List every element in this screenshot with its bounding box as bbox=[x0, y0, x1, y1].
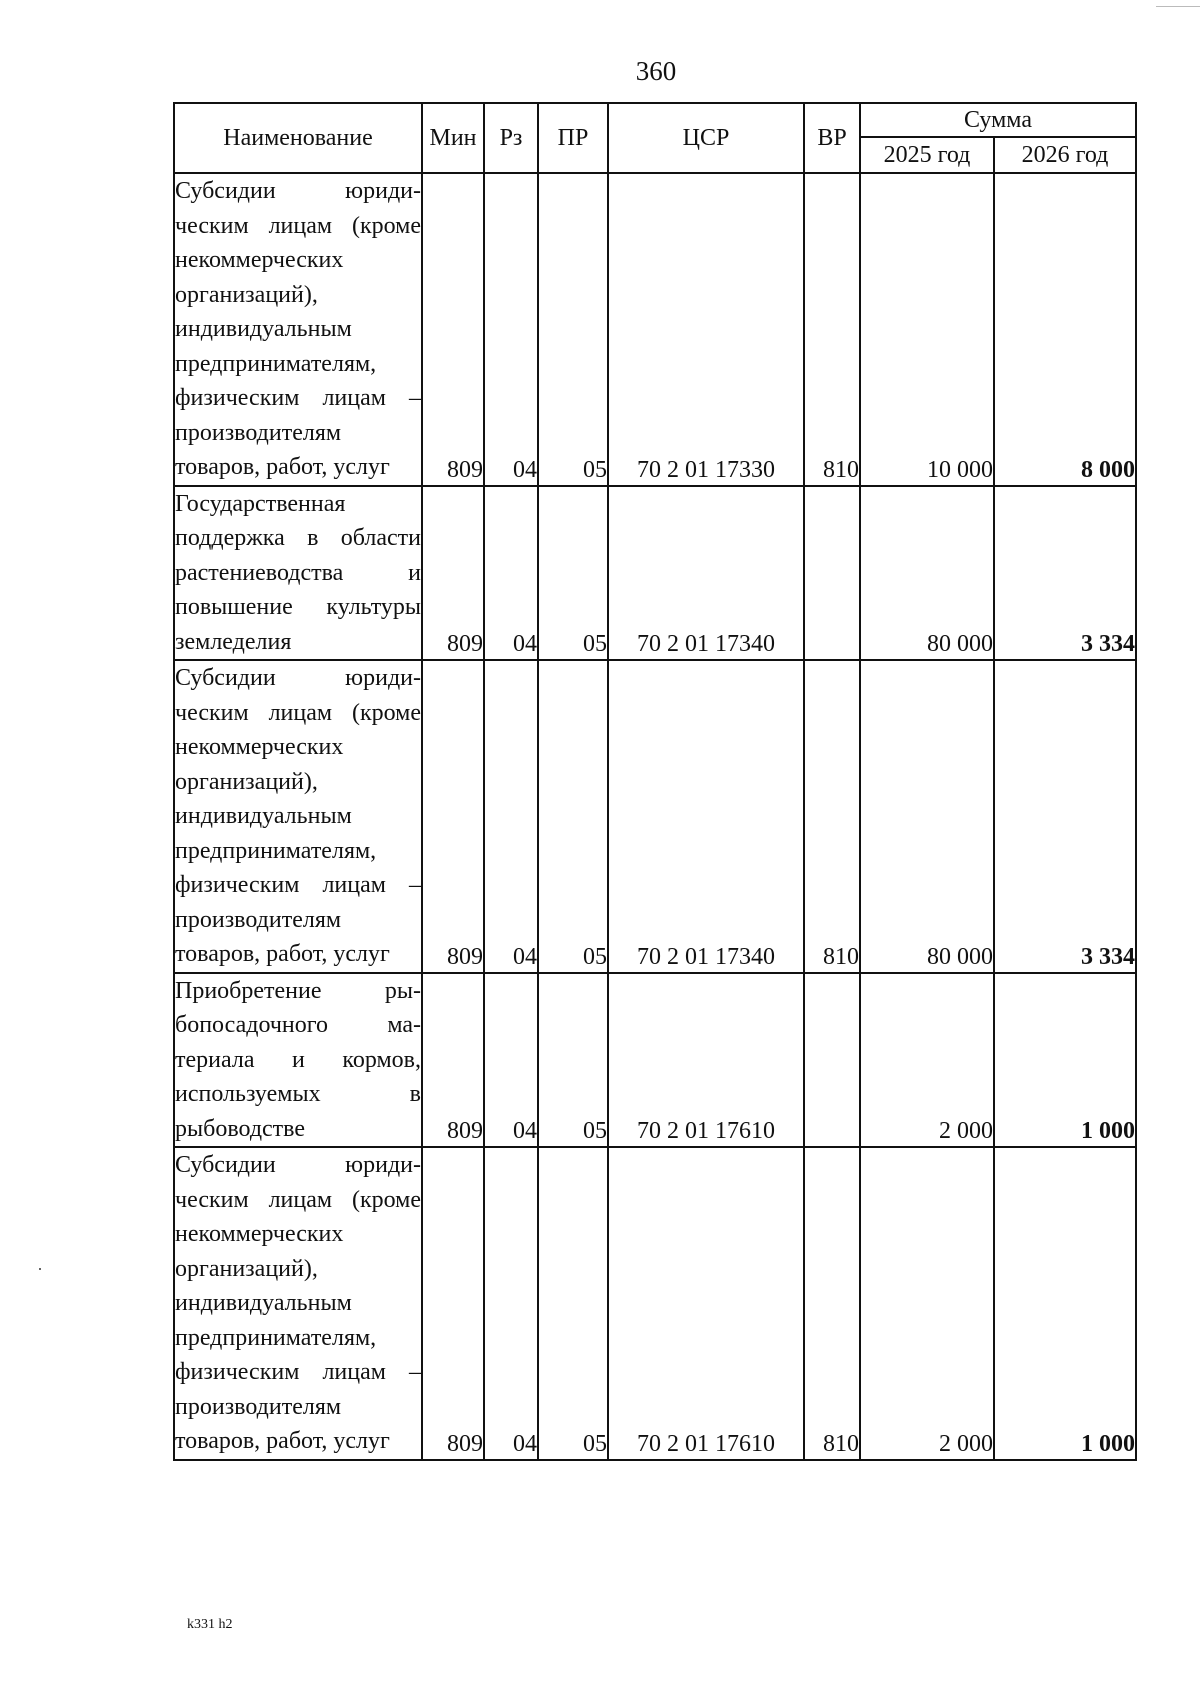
cell-min: 809 bbox=[422, 660, 484, 973]
page-number: 360 bbox=[635, 56, 677, 86]
cell-sum-2026: 1 000 bbox=[994, 1147, 1136, 1460]
table-row bbox=[174, 486, 1136, 661]
header-pr: ПР bbox=[538, 103, 608, 173]
cell-csr: 70 2 01 17330 bbox=[608, 173, 804, 486]
cell-rz: 04 bbox=[484, 973, 538, 1148]
cell-rz: 04 bbox=[484, 486, 538, 661]
cell-sum-2026: 1 000 bbox=[994, 973, 1136, 1148]
cell-pr: 05 bbox=[538, 973, 608, 1148]
cell-sum-2025: 2 000 bbox=[860, 1147, 994, 1460]
cell-sum-2025: 80 000 bbox=[860, 486, 994, 661]
cell-csr: 70 2 01 17610 bbox=[608, 1147, 804, 1460]
scan-speck bbox=[39, 1268, 41, 1270]
cell-min: 809 bbox=[422, 973, 484, 1148]
header-name: Наименование bbox=[174, 103, 422, 173]
cell-sum-2026: 3 334 bbox=[994, 486, 1136, 661]
cell-sum-2025: 10 000 bbox=[860, 173, 994, 486]
cell-csr: 70 2 01 17610 bbox=[608, 973, 804, 1148]
header-sum: Сумма bbox=[860, 103, 1136, 137]
cell-name: Субсидии юридическим лицам (кроме некоммерческих организаций), индивидуальным предпринимателям, физическим лицам – производителям товаров, работ, услуг bbox=[174, 173, 422, 486]
footer-code: k331 h2 bbox=[187, 1617, 233, 1632]
cell-pr: 05 bbox=[538, 173, 608, 486]
header-rz: Рз bbox=[484, 103, 538, 173]
table-row bbox=[174, 1147, 1136, 1460]
cell-vr bbox=[804, 486, 860, 661]
header-year-2025: 2025 год bbox=[860, 137, 994, 173]
cell-vr: 810 bbox=[804, 660, 860, 973]
cell-sum-2025: 80 000 bbox=[860, 660, 994, 973]
cell-rz: 04 bbox=[484, 1147, 538, 1460]
table-header-row bbox=[174, 103, 1136, 137]
cell-vr bbox=[804, 973, 860, 1148]
cell-sum-2025: 2 000 bbox=[860, 973, 994, 1148]
cell-pr: 05 bbox=[538, 486, 608, 661]
cell-vr: 810 bbox=[804, 173, 860, 486]
cell-rz: 04 bbox=[484, 173, 538, 486]
cell-min: 809 bbox=[422, 173, 484, 486]
header-vr: ВР bbox=[804, 103, 860, 173]
table-body bbox=[174, 173, 1136, 1460]
table-row bbox=[174, 660, 1136, 973]
cell-pr: 05 bbox=[538, 1147, 608, 1460]
cell-min: 809 bbox=[422, 1147, 484, 1460]
header-csr: ЦСР bbox=[608, 103, 804, 173]
table-row bbox=[174, 973, 1136, 1148]
cell-vr: 810 bbox=[804, 1147, 860, 1460]
cell-name: Приобретение рыбопосадочного материала и кормов, используемых в рыбоводстве bbox=[174, 973, 422, 1148]
header-year-2026: 2026 год bbox=[994, 137, 1136, 173]
cell-pr: 05 bbox=[538, 660, 608, 973]
cell-sum-2026: 3 334 bbox=[994, 660, 1136, 973]
budget-table bbox=[173, 102, 1137, 1461]
scan-edge-mark bbox=[1156, 0, 1200, 7]
cell-csr: 70 2 01 17340 bbox=[608, 660, 804, 973]
table-row bbox=[174, 173, 1136, 486]
header-min: Мин bbox=[422, 103, 484, 173]
cell-name: Субсидии юридическим лицам (кроме некоммерческих организаций), индивидуальным предпринимателям, физическим лицам – производителям товаров, работ, услуг bbox=[174, 1147, 422, 1460]
cell-csr: 70 2 01 17340 bbox=[608, 486, 804, 661]
cell-sum-2026: 8 000 bbox=[994, 173, 1136, 486]
cell-min: 809 bbox=[422, 486, 484, 661]
cell-name: Государственная поддержка в области растениеводства и повышение культуры земледелия bbox=[174, 486, 422, 661]
cell-rz: 04 bbox=[484, 660, 538, 973]
cell-name: Субсидии юридическим лицам (кроме некоммерческих организаций), индивидуальным предпринимателям, физическим лицам – производителям товаров, работ, услуг bbox=[174, 660, 422, 973]
